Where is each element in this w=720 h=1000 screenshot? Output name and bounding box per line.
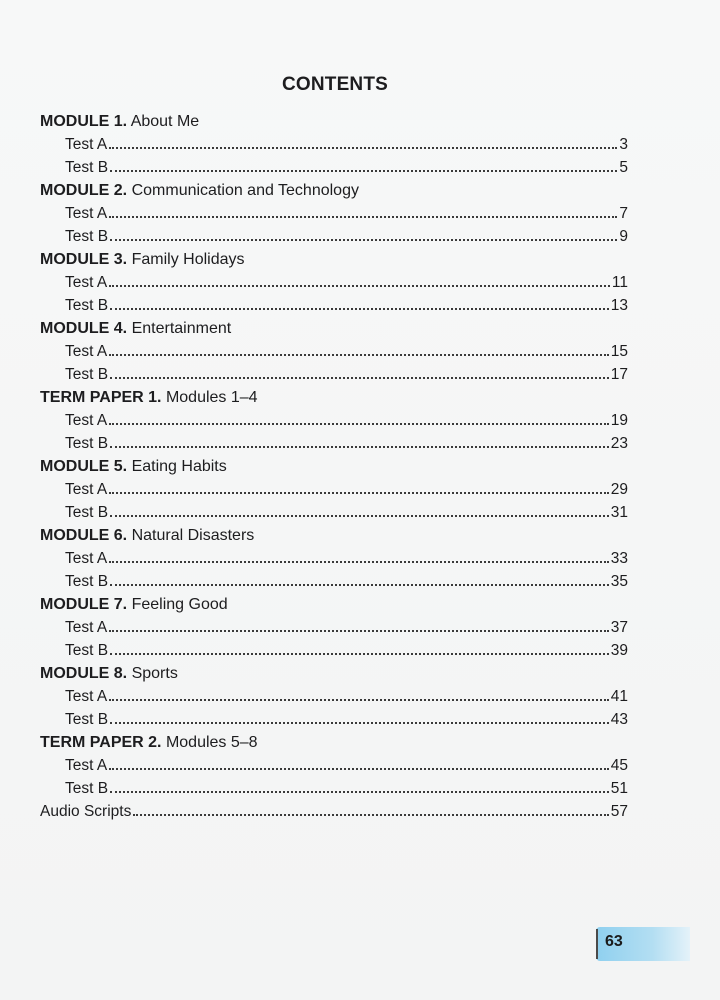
toc-entry[interactable] [40, 432, 628, 455]
toc-entry[interactable] [40, 363, 628, 386]
entry-page-number: 33 [610, 550, 628, 567]
toc-entry[interactable] [40, 340, 628, 363]
module-number: MODULE 8. [40, 665, 128, 682]
module-name: Modules 1–4 [165, 389, 258, 406]
dot-leader [110, 377, 609, 379]
dot-leader [109, 699, 609, 701]
entry-label: Test A [65, 550, 108, 567]
entry-label: Test A [65, 688, 108, 705]
toc-entry[interactable] [40, 501, 628, 524]
term-paper-heading-1[interactable] [40, 386, 628, 409]
entry-page-number: 43 [610, 711, 628, 728]
entry-page-number: 41 [610, 688, 628, 705]
module-number: TERM PAPER 2. [40, 734, 162, 751]
toc-entry[interactable] [40, 547, 628, 570]
dot-leader [109, 561, 609, 563]
entry-label: Test A [65, 343, 108, 360]
dot-leader [110, 515, 609, 517]
module-heading-5[interactable] [40, 455, 628, 478]
entry-page-number: 35 [610, 573, 628, 590]
module-name: Natural Disasters [131, 527, 255, 544]
entry-page-number: 39 [610, 642, 628, 659]
module-heading-6[interactable] [40, 524, 628, 547]
entry-page-number: 7 [619, 205, 628, 222]
toc-entry[interactable] [40, 478, 628, 501]
entry-label: Test B [65, 435, 109, 452]
toc-entry[interactable] [40, 639, 628, 662]
entry-page-number: 45 [610, 757, 628, 774]
term-paper-heading-2[interactable] [40, 731, 628, 754]
toc-entry[interactable] [40, 616, 628, 639]
entry-page-number: 29 [610, 481, 628, 498]
entry-label: Test A [65, 274, 108, 291]
entry-label: Test B [65, 642, 109, 659]
entry-page-number: 51 [610, 780, 628, 797]
module-name: Family Holidays [131, 251, 245, 268]
module-heading-4[interactable] [40, 317, 628, 340]
toc-entry[interactable] [40, 777, 628, 800]
dot-leader [110, 653, 609, 655]
page-number: 63 [605, 933, 623, 950]
module-name: Eating Habits [131, 458, 227, 475]
dot-leader [133, 814, 608, 816]
module-number: MODULE 6. [40, 527, 128, 544]
table-of-contents [40, 110, 628, 823]
module-number: MODULE 4. [40, 320, 128, 337]
toc-entry[interactable] [40, 202, 628, 225]
entry-label: Test B [65, 711, 109, 728]
toc-entry[interactable] [40, 294, 628, 317]
toc-entry[interactable] [40, 685, 628, 708]
dot-leader [109, 630, 609, 632]
entry-label: Test B [65, 573, 109, 590]
module-number: MODULE 5. [40, 458, 128, 475]
dot-leader [109, 147, 617, 149]
entry-page-number: 3 [619, 136, 628, 153]
module-name: Modules 5–8 [165, 734, 258, 751]
toc-entry[interactable] [40, 271, 628, 294]
page-title: CONTENTS [281, 74, 389, 95]
entry-page-number: 15 [610, 343, 628, 360]
toc-entry[interactable] [40, 409, 628, 432]
entry-label: Test B [65, 228, 109, 245]
entry-label: Test B [65, 366, 109, 383]
module-name: Sports [131, 665, 178, 682]
toc-entry[interactable] [40, 754, 628, 777]
entry-label: Test A [65, 757, 108, 774]
toc-entry[interactable] [40, 225, 628, 248]
module-number: MODULE 7. [40, 596, 128, 613]
entry-page-number: 5 [619, 159, 628, 176]
module-name: Entertainment [131, 320, 232, 337]
entry-page-number: 13 [610, 297, 628, 314]
module-number: TERM PAPER 1. [40, 389, 162, 406]
dot-leader [109, 354, 609, 356]
entry-label: Test B [65, 504, 109, 521]
dot-leader [110, 308, 609, 310]
module-heading-1[interactable] [40, 110, 628, 133]
dot-leader [109, 285, 610, 287]
toc-entry-audio-scripts[interactable] [40, 800, 628, 823]
toc-entry[interactable] [40, 570, 628, 593]
module-number: MODULE 1. [40, 113, 128, 130]
entry-label: Test A [65, 412, 108, 429]
entry-page-number: 9 [619, 228, 628, 245]
module-heading-8[interactable] [40, 662, 628, 685]
dot-leader [109, 492, 609, 494]
dot-leader [110, 584, 609, 586]
module-number: MODULE 3. [40, 251, 128, 268]
entry-label: Test A [65, 619, 108, 636]
dot-leader [109, 216, 617, 218]
entry-label: Test B [65, 159, 109, 176]
module-name: Feeling Good [131, 596, 228, 613]
entry-label: Test A [65, 136, 108, 153]
entry-label: Test B [65, 780, 109, 797]
entry-page-number: 17 [610, 366, 628, 383]
dot-leader [110, 239, 617, 241]
module-name: Communication and Technology [131, 182, 359, 199]
entry-page-number: 11 [611, 274, 628, 291]
entry-page-number: 57 [610, 803, 628, 820]
entry-page-number: 23 [610, 435, 628, 452]
entry-page-number: 31 [610, 504, 628, 521]
entry-page-number: 37 [610, 619, 628, 636]
dot-leader [110, 170, 617, 172]
dot-leader [109, 768, 609, 770]
toc-entry[interactable] [40, 156, 628, 179]
entry-label: Test B [65, 297, 109, 314]
dot-leader [110, 722, 609, 724]
entry-page-number: 19 [610, 412, 628, 429]
entry-label: Test A [65, 205, 108, 222]
page-tab-edge [596, 929, 598, 959]
entry-label: Test A [65, 481, 108, 498]
dot-leader [110, 446, 609, 448]
dot-leader [109, 423, 609, 425]
module-heading-7[interactable] [40, 593, 628, 616]
toc-entry[interactable] [40, 133, 628, 156]
page-number-tab [596, 927, 690, 961]
toc-entry[interactable] [40, 708, 628, 731]
module-name: About Me [130, 113, 200, 130]
dot-leader [110, 791, 609, 793]
module-heading-3[interactable] [40, 248, 628, 271]
module-heading-2[interactable] [40, 179, 628, 202]
entry-label: Audio Scripts [40, 803, 132, 820]
module-number: MODULE 2. [40, 182, 128, 199]
